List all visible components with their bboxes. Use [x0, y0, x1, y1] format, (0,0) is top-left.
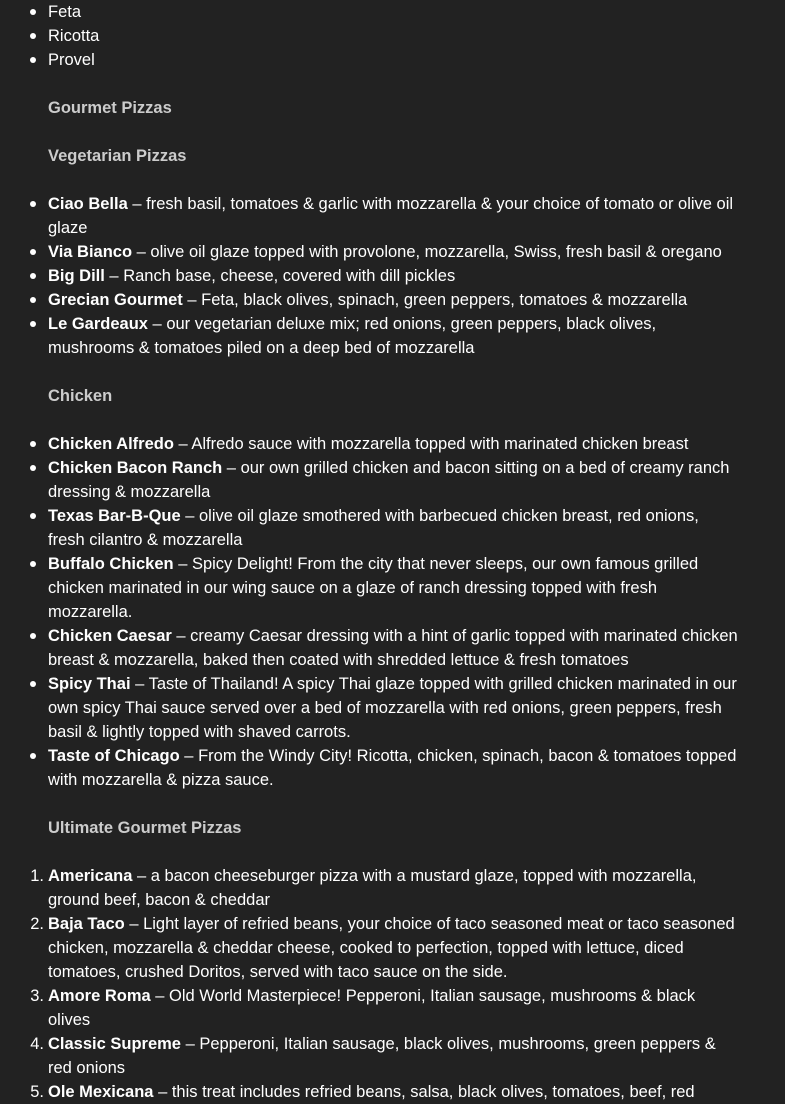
- list-item: [30, 1032, 740, 1080]
- pizza-name: Grecian Gourmet: [48, 291, 183, 309]
- pizza-description: – Taste of Thailand! A spicy Thai glaze topped with grilled chicken marinated in our own spicy Thai sauce served over a bed of mozzarella with red onions, green peppers, fresh basil & lightly topped with shaved carrots.: [48, 675, 737, 741]
- item-number: 3.: [30, 987, 44, 1005]
- pizza-name: Chicken Alfredo: [48, 435, 174, 453]
- pizza-description: – this treat includes refried beans, salsa, black olives, tomatoes, beef, red: [153, 1083, 695, 1101]
- pizza-description: – a bacon cheeseburger pizza with a mustard glaze, topped with mozzarella, ground beef, bacon & cheddar: [48, 867, 697, 909]
- vegetarian-list: [48, 192, 740, 360]
- item-number: 2.: [30, 915, 44, 933]
- cheese-name: Ricotta: [48, 27, 100, 45]
- pizza-name: Americana: [48, 867, 133, 885]
- list-item: [48, 552, 740, 624]
- menu-content: [30, 0, 740, 1104]
- list-item: [48, 264, 740, 288]
- item-number: 4.: [30, 1035, 44, 1053]
- list-item: [48, 672, 740, 744]
- chicken-list: [48, 432, 740, 792]
- pizza-description: – From the Windy City! Ricotta, chicken, spinach, bacon & tomatoes topped with mozzarella & pizza sauce.: [48, 747, 737, 789]
- list-item: [48, 192, 740, 240]
- pizza-description: – olive oil glaze topped with provolone, mozzarella, Swiss, fresh basil & oregano: [132, 243, 722, 261]
- list-item: [30, 864, 740, 912]
- list-item: [48, 624, 740, 672]
- pizza-description: – Old World Masterpiece! Pepperoni, Italian sausage, mushrooms & black olives: [48, 987, 696, 1029]
- pizza-name: Baja Taco: [48, 915, 125, 933]
- list-item: [48, 0, 740, 24]
- pizza-name: Via Bianco: [48, 243, 133, 261]
- pizza-name: Spicy Thai: [48, 675, 131, 693]
- list-item: [48, 240, 740, 264]
- pizza-name: Taste of Chicago: [48, 747, 180, 765]
- pizza-description: – olive oil glaze smothered with barbecued chicken breast, red onions, fresh cilantro & mozzarella: [48, 507, 699, 549]
- list-item: [48, 504, 740, 552]
- cheese-list: [48, 0, 740, 72]
- pizza-name: Classic Supreme: [48, 1035, 181, 1053]
- heading-gourmet-pizzas: Gourmet Pizzas: [48, 99, 172, 117]
- ultimate-list: [30, 864, 740, 1104]
- heading-chicken: Chicken: [48, 387, 113, 405]
- pizza-description: – Alfredo sauce with mozzarella topped with marinated chicken breast: [173, 435, 689, 453]
- list-item: [48, 312, 740, 360]
- pizza-name: Chicken Caesar: [48, 627, 172, 645]
- pizza-name: Amore Roma: [48, 987, 151, 1005]
- pizza-name: Texas Bar-B-Que: [48, 507, 181, 525]
- pizza-description: – fresh basil, tomatoes & garlic with mozzarella & your choice of tomato or olive oil glaze: [48, 195, 734, 237]
- heading-vegetarian-pizzas: Vegetarian Pizzas: [48, 147, 187, 165]
- heading-ultimate-gourmet-pizzas: Ultimate Gourmet Pizzas: [48, 819, 242, 837]
- list-item: [48, 456, 740, 504]
- pizza-description: – Feta, black olives, spinach, green peppers, tomatoes & mozzarella: [182, 291, 688, 309]
- list-item: [48, 288, 740, 312]
- pizza-description: – Spicy Delight! From the city that never sleeps, our own famous grilled chicken marinated in our wing sauce on a glaze of ranch dressing topped with fresh mozzarella.: [48, 555, 699, 621]
- cheese-name: Feta: [48, 3, 82, 21]
- pizza-name: Ciao Bella: [48, 195, 128, 213]
- pizza-description: – Light layer of refried beans, your choice of taco seasoned meat or taco seasoned chicken, mozzarella & cheddar cheese, cooked to perfection, topped with lettuce, diced tomatoes, crushed Doritos, served with taco sauce on the side.: [48, 915, 735, 981]
- pizza-name: Ole Mexicana: [48, 1083, 154, 1101]
- list-item: [48, 744, 740, 792]
- pizza-name: Buffalo Chicken: [48, 555, 174, 573]
- pizza-name: Le Gardeaux: [48, 315, 148, 333]
- list-item: [48, 48, 740, 72]
- pizza-description: – our vegetarian deluxe mix; red onions, green peppers, black olives, mushrooms & tomatoes piled on a deep bed of mozzarella: [48, 315, 657, 357]
- list-item: [48, 432, 740, 456]
- item-number: 5.: [30, 1083, 44, 1101]
- list-item: [30, 912, 740, 984]
- list-item: [30, 1080, 740, 1104]
- pizza-description: – our own grilled chicken and bacon sitting on a bed of creamy ranch dressing & mozzarella: [48, 459, 730, 501]
- pizza-name: Big Dill: [48, 267, 105, 285]
- item-number: 1.: [30, 867, 44, 885]
- list-item: [48, 24, 740, 48]
- pizza-description: – Ranch base, cheese, covered with dill pickles: [104, 267, 456, 285]
- pizza-name: Chicken Bacon Ranch: [48, 459, 223, 477]
- cheese-name: Provel: [48, 51, 95, 69]
- list-item: [30, 984, 740, 1032]
- pizza-description: – Pepperoni, Italian sausage, black olives, mushrooms, green peppers & red onions: [48, 1035, 716, 1077]
- pizza-description: – creamy Caesar dressing with a hint of garlic topped with marinated chicken breast & mozzarella, baked then coated with shredded lettuce & fresh tomatoes: [48, 627, 738, 669]
